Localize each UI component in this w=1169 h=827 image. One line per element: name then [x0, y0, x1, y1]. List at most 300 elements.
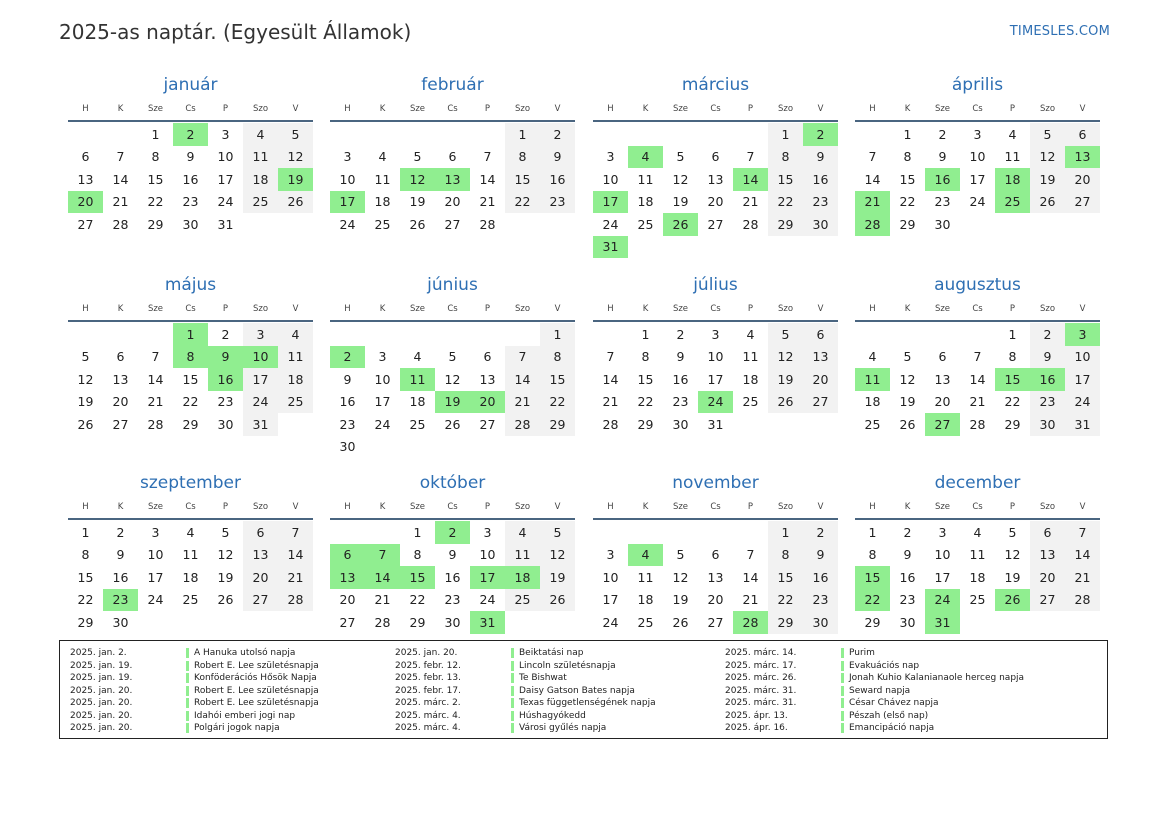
day-cell[interactable]: 19: [1030, 168, 1065, 191]
day-cell[interactable]: 11: [505, 544, 540, 567]
holiday-day-cell[interactable]: 16: [925, 168, 960, 191]
day-cell[interactable]: 25: [864, 416, 881, 432]
day-cell[interactable]: 29: [147, 216, 164, 232]
holiday-day-cell[interactable]: 6: [330, 544, 365, 567]
day-cell[interactable]: 16: [899, 569, 916, 585]
holiday-day-cell[interactable]: 23: [103, 589, 138, 612]
day-cell[interactable]: 7: [278, 521, 313, 544]
day-cell[interactable]: 26: [899, 416, 916, 432]
holiday-day-cell[interactable]: 10: [243, 346, 278, 369]
day-cell[interactable]: 11: [182, 547, 199, 563]
day-cell[interactable]: 31: [243, 413, 278, 436]
day-cell[interactable]: 27: [707, 614, 724, 630]
holiday-day-cell[interactable]: 16: [208, 368, 243, 391]
day-cell[interactable]: 12: [278, 146, 313, 169]
holiday-day-cell[interactable]: 3: [1065, 323, 1100, 346]
day-cell[interactable]: 30: [1030, 413, 1065, 436]
day-cell[interactable]: 29: [540, 413, 575, 436]
day-cell[interactable]: 5: [903, 349, 912, 365]
day-cell[interactable]: 26: [278, 191, 313, 214]
day-cell[interactable]: 6: [483, 349, 492, 365]
day-cell[interactable]: 10: [1065, 346, 1100, 369]
day-cell[interactable]: 23: [1030, 391, 1065, 414]
day-cell[interactable]: 31: [217, 216, 234, 232]
holiday-day-cell[interactable]: 17: [470, 566, 505, 589]
day-cell[interactable]: 23: [444, 592, 461, 608]
day-cell[interactable]: 12: [1004, 547, 1021, 563]
day-cell[interactable]: 15: [768, 168, 803, 191]
day-cell[interactable]: 2: [803, 521, 838, 544]
day-cell[interactable]: 27: [803, 391, 838, 414]
day-cell[interactable]: 16: [672, 371, 689, 387]
holiday-day-cell[interactable]: 24: [698, 391, 733, 414]
day-cell[interactable]: 27: [479, 416, 496, 432]
day-cell[interactable]: 22: [147, 194, 164, 210]
day-cell[interactable]: 3: [483, 524, 492, 540]
day-cell[interactable]: 15: [899, 171, 916, 187]
day-cell[interactable]: 30: [339, 439, 356, 455]
day-cell[interactable]: 21: [742, 194, 759, 210]
day-cell[interactable]: 13: [243, 544, 278, 567]
day-cell[interactable]: 6: [81, 149, 90, 165]
holiday-day-cell[interactable]: 24: [925, 589, 960, 612]
day-cell[interactable]: 14: [969, 371, 986, 387]
day-cell[interactable]: 30: [672, 416, 689, 432]
day-cell[interactable]: 21: [278, 566, 313, 589]
day-cell[interactable]: 5: [676, 547, 685, 563]
day-cell[interactable]: 15: [77, 569, 94, 585]
holiday-day-cell[interactable]: 2: [803, 123, 838, 146]
day-cell[interactable]: 26: [217, 592, 234, 608]
day-cell[interactable]: 22: [1004, 394, 1021, 410]
day-cell[interactable]: 26: [540, 589, 575, 612]
holiday-day-cell[interactable]: 1: [173, 323, 208, 346]
day-cell[interactable]: 7: [483, 149, 492, 165]
day-cell[interactable]: 10: [374, 371, 391, 387]
day-cell[interactable]: 30: [182, 216, 199, 232]
day-cell[interactable]: 16: [182, 171, 199, 187]
day-cell[interactable]: 9: [1030, 346, 1065, 369]
day-cell[interactable]: 30: [444, 614, 461, 630]
day-cell[interactable]: 5: [278, 123, 313, 146]
day-cell[interactable]: 26: [409, 216, 426, 232]
day-cell[interactable]: 8: [413, 547, 422, 563]
site-logo[interactable]: TIMESLES.COM: [1009, 24, 1110, 39]
day-cell[interactable]: 2: [903, 524, 912, 540]
day-cell[interactable]: 19: [409, 194, 426, 210]
day-cell[interactable]: 1: [868, 524, 877, 540]
day-cell[interactable]: 3: [973, 126, 982, 142]
day-cell[interactable]: 18: [278, 368, 313, 391]
day-cell[interactable]: 7: [116, 149, 125, 165]
day-cell[interactable]: 16: [339, 394, 356, 410]
day-cell[interactable]: 3: [378, 349, 387, 365]
holiday-day-cell[interactable]: 13: [1065, 146, 1100, 169]
day-cell[interactable]: 7: [746, 547, 755, 563]
day-cell[interactable]: 26: [768, 391, 803, 414]
day-cell[interactable]: 16: [444, 569, 461, 585]
day-cell[interactable]: 28: [374, 614, 391, 630]
holiday-day-cell[interactable]: 4: [628, 146, 663, 169]
day-cell[interactable]: 11: [637, 171, 654, 187]
day-cell[interactable]: 1: [903, 126, 912, 142]
day-cell[interactable]: 2: [221, 326, 230, 342]
day-cell[interactable]: 29: [768, 611, 803, 634]
day-cell[interactable]: 19: [77, 394, 94, 410]
day-cell[interactable]: 4: [505, 521, 540, 544]
day-cell[interactable]: 21: [1065, 566, 1100, 589]
day-cell[interactable]: 11: [1004, 149, 1021, 165]
holiday-day-cell[interactable]: 12: [400, 168, 435, 191]
day-cell[interactable]: 1: [413, 524, 422, 540]
day-cell[interactable]: 22: [768, 191, 803, 214]
day-cell[interactable]: 25: [182, 592, 199, 608]
holiday-day-cell[interactable]: 17: [330, 191, 365, 214]
day-cell[interactable]: 14: [742, 569, 759, 585]
day-cell[interactable]: 1: [641, 326, 650, 342]
holiday-day-cell[interactable]: 18: [995, 168, 1030, 191]
day-cell[interactable]: 10: [602, 171, 619, 187]
day-cell[interactable]: 19: [540, 566, 575, 589]
day-cell[interactable]: 7: [606, 349, 615, 365]
day-cell[interactable]: 25: [505, 589, 540, 612]
day-cell[interactable]: 26: [444, 416, 461, 432]
day-cell[interactable]: 11: [374, 171, 391, 187]
holiday-day-cell[interactable]: 15: [855, 566, 890, 589]
day-cell[interactable]: 9: [938, 149, 947, 165]
day-cell[interactable]: 27: [339, 614, 356, 630]
holiday-day-cell[interactable]: 21: [855, 191, 890, 214]
holiday-day-cell[interactable]: 22: [855, 589, 890, 612]
day-cell[interactable]: 20: [1065, 168, 1100, 191]
holiday-day-cell[interactable]: 2: [173, 123, 208, 146]
day-cell[interactable]: 7: [868, 149, 877, 165]
day-cell[interactable]: 27: [1030, 589, 1065, 612]
day-cell[interactable]: 15: [768, 566, 803, 589]
day-cell[interactable]: 20: [707, 194, 724, 210]
day-cell[interactable]: 22: [77, 592, 94, 608]
day-cell[interactable]: 28: [147, 416, 164, 432]
holiday-day-cell[interactable]: 17: [593, 191, 628, 214]
day-cell[interactable]: 21: [505, 391, 540, 414]
day-cell[interactable]: 3: [221, 126, 230, 142]
day-cell[interactable]: 9: [676, 349, 685, 365]
day-cell[interactable]: 6: [1030, 521, 1065, 544]
day-cell[interactable]: 24: [147, 592, 164, 608]
day-cell[interactable]: 2: [116, 524, 125, 540]
day-cell[interactable]: 5: [676, 149, 685, 165]
day-cell[interactable]: 15: [505, 168, 540, 191]
day-cell[interactable]: 24: [1065, 391, 1100, 414]
holiday-day-cell[interactable]: 13: [330, 566, 365, 589]
holiday-day-cell[interactable]: 26: [995, 589, 1030, 612]
day-cell[interactable]: 29: [768, 213, 803, 236]
holiday-day-cell[interactable]: 8: [173, 346, 208, 369]
day-cell[interactable]: 5: [221, 524, 230, 540]
day-cell[interactable]: 17: [374, 394, 391, 410]
day-cell[interactable]: 6: [711, 149, 720, 165]
day-cell[interactable]: 16: [803, 566, 838, 589]
day-cell[interactable]: 15: [147, 171, 164, 187]
day-cell[interactable]: 13: [1030, 544, 1065, 567]
day-cell[interactable]: 3: [151, 524, 160, 540]
day-cell[interactable]: 21: [147, 394, 164, 410]
day-cell[interactable]: 4: [868, 349, 877, 365]
day-cell[interactable]: 12: [768, 346, 803, 369]
day-cell[interactable]: 19: [1004, 569, 1021, 585]
day-cell[interactable]: 11: [969, 547, 986, 563]
day-cell[interactable]: 18: [969, 569, 986, 585]
holiday-day-cell[interactable]: 20: [470, 391, 505, 414]
day-cell[interactable]: 12: [1030, 146, 1065, 169]
day-cell[interactable]: 8: [768, 146, 803, 169]
day-cell[interactable]: 16: [803, 168, 838, 191]
day-cell[interactable]: 25: [742, 394, 759, 410]
day-cell[interactable]: 21: [969, 394, 986, 410]
day-cell[interactable]: 7: [746, 149, 755, 165]
day-cell[interactable]: 12: [217, 547, 234, 563]
holiday-day-cell[interactable]: 14: [365, 566, 400, 589]
day-cell[interactable]: 11: [742, 349, 759, 365]
day-cell[interactable]: 31: [1065, 413, 1100, 436]
day-cell[interactable]: 18: [409, 394, 426, 410]
day-cell[interactable]: 22: [768, 589, 803, 612]
day-cell[interactable]: 25: [969, 592, 986, 608]
day-cell[interactable]: 6: [243, 521, 278, 544]
day-cell[interactable]: 26: [672, 614, 689, 630]
day-cell[interactable]: 19: [672, 592, 689, 608]
day-cell[interactable]: 21: [602, 394, 619, 410]
holiday-day-cell[interactable]: 19: [278, 168, 313, 191]
day-cell[interactable]: 29: [77, 614, 94, 630]
day-cell[interactable]: 21: [479, 194, 496, 210]
holiday-day-cell[interactable]: 25: [995, 191, 1030, 214]
day-cell[interactable]: 8: [868, 547, 877, 563]
day-cell[interactable]: 4: [186, 524, 195, 540]
day-cell[interactable]: 14: [505, 368, 540, 391]
day-cell[interactable]: 18: [637, 194, 654, 210]
day-cell[interactable]: 29: [182, 416, 199, 432]
day-cell[interactable]: 10: [217, 149, 234, 165]
day-cell[interactable]: 30: [217, 416, 234, 432]
day-cell[interactable]: 21: [112, 194, 129, 210]
day-cell[interactable]: 11: [278, 346, 313, 369]
day-cell[interactable]: 25: [278, 391, 313, 414]
day-cell[interactable]: 22: [899, 194, 916, 210]
day-cell[interactable]: 20: [112, 394, 129, 410]
day-cell[interactable]: 24: [243, 391, 278, 414]
day-cell[interactable]: 9: [803, 146, 838, 169]
day-cell[interactable]: 3: [938, 524, 947, 540]
holiday-day-cell[interactable]: 2: [435, 521, 470, 544]
day-cell[interactable]: 4: [1008, 126, 1017, 142]
day-cell[interactable]: 14: [1065, 544, 1100, 567]
day-cell[interactable]: 5: [540, 521, 575, 544]
day-cell[interactable]: 28: [969, 416, 986, 432]
day-cell[interactable]: 27: [243, 589, 278, 612]
day-cell[interactable]: 1: [1008, 326, 1017, 342]
day-cell[interactable]: 18: [864, 394, 881, 410]
day-cell[interactable]: 28: [479, 216, 496, 232]
day-cell[interactable]: 23: [803, 191, 838, 214]
day-cell[interactable]: 13: [479, 371, 496, 387]
day-cell[interactable]: 30: [112, 614, 129, 630]
day-cell[interactable]: 9: [116, 547, 125, 563]
day-cell[interactable]: 4: [378, 149, 387, 165]
holiday-day-cell[interactable]: 11: [855, 368, 890, 391]
day-cell[interactable]: 13: [707, 569, 724, 585]
day-cell[interactable]: 15: [182, 371, 199, 387]
day-cell[interactable]: 5: [1030, 123, 1065, 146]
day-cell[interactable]: 1: [151, 126, 160, 142]
day-cell[interactable]: 4: [278, 323, 313, 346]
day-cell[interactable]: 3: [606, 547, 615, 563]
day-cell[interactable]: 6: [711, 547, 720, 563]
day-cell[interactable]: 6: [448, 149, 457, 165]
day-cell[interactable]: 15: [540, 368, 575, 391]
day-cell[interactable]: 23: [899, 592, 916, 608]
day-cell[interactable]: 18: [374, 194, 391, 210]
day-cell[interactable]: 22: [182, 394, 199, 410]
day-cell[interactable]: 10: [707, 349, 724, 365]
day-cell[interactable]: 9: [448, 547, 457, 563]
day-cell[interactable]: 23: [540, 191, 575, 214]
day-cell[interactable]: 1: [768, 123, 803, 146]
day-cell[interactable]: 12: [77, 371, 94, 387]
holiday-day-cell[interactable]: 31: [470, 611, 505, 634]
day-cell[interactable]: 13: [77, 171, 94, 187]
day-cell[interactable]: 3: [711, 326, 720, 342]
day-cell[interactable]: 10: [602, 569, 619, 585]
day-cell[interactable]: 17: [243, 368, 278, 391]
day-cell[interactable]: 20: [1030, 566, 1065, 589]
day-cell[interactable]: 17: [1065, 368, 1100, 391]
day-cell[interactable]: 26: [77, 416, 94, 432]
day-cell[interactable]: 4: [243, 123, 278, 146]
day-cell[interactable]: 25: [243, 191, 278, 214]
day-cell[interactable]: 8: [151, 149, 160, 165]
day-cell[interactable]: 10: [147, 547, 164, 563]
day-cell[interactable]: 28: [278, 589, 313, 612]
day-cell[interactable]: 6: [803, 323, 838, 346]
day-cell[interactable]: 24: [602, 614, 619, 630]
day-cell[interactable]: 6: [938, 349, 947, 365]
day-cell[interactable]: 27: [77, 216, 94, 232]
day-cell[interactable]: 23: [182, 194, 199, 210]
day-cell[interactable]: 7: [1065, 521, 1100, 544]
day-cell[interactable]: 4: [973, 524, 982, 540]
day-cell[interactable]: 13: [934, 371, 951, 387]
day-cell[interactable]: 6: [116, 349, 125, 365]
day-cell[interactable]: 1: [768, 521, 803, 544]
day-cell[interactable]: 20: [444, 194, 461, 210]
day-cell[interactable]: 30: [803, 213, 838, 236]
day-cell[interactable]: 8: [641, 349, 650, 365]
day-cell[interactable]: 20: [803, 368, 838, 391]
day-cell[interactable]: 29: [637, 416, 654, 432]
day-cell[interactable]: 3: [606, 149, 615, 165]
day-cell[interactable]: 27: [1065, 191, 1100, 214]
day-cell[interactable]: 24: [339, 216, 356, 232]
day-cell[interactable]: 10: [934, 547, 951, 563]
day-cell[interactable]: 11: [243, 146, 278, 169]
day-cell[interactable]: 29: [899, 216, 916, 232]
day-cell[interactable]: 10: [969, 149, 986, 165]
day-cell[interactable]: 26: [1030, 191, 1065, 214]
day-cell[interactable]: 17: [147, 569, 164, 585]
day-cell[interactable]: 17: [707, 371, 724, 387]
day-cell[interactable]: 25: [374, 216, 391, 232]
day-cell[interactable]: 22: [540, 391, 575, 414]
day-cell[interactable]: 10: [339, 171, 356, 187]
day-cell[interactable]: 30: [899, 614, 916, 630]
holiday-day-cell[interactable]: 18: [505, 566, 540, 589]
holiday-day-cell[interactable]: 16: [1030, 368, 1065, 391]
day-cell[interactable]: 22: [409, 592, 426, 608]
day-cell[interactable]: 28: [112, 216, 129, 232]
day-cell[interactable]: 4: [746, 326, 755, 342]
day-cell[interactable]: 2: [540, 123, 575, 146]
holiday-day-cell[interactable]: 28: [855, 213, 890, 236]
day-cell[interactable]: 7: [151, 349, 160, 365]
day-cell[interactable]: 12: [899, 371, 916, 387]
day-cell[interactable]: 24: [479, 592, 496, 608]
day-cell[interactable]: 23: [217, 394, 234, 410]
day-cell[interactable]: 9: [343, 371, 352, 387]
day-cell[interactable]: 30: [803, 611, 838, 634]
day-cell[interactable]: 21: [374, 592, 391, 608]
day-cell[interactable]: 16: [540, 168, 575, 191]
holiday-day-cell[interactable]: 11: [400, 368, 435, 391]
day-cell[interactable]: 27: [707, 216, 724, 232]
holiday-day-cell[interactable]: 15: [400, 566, 435, 589]
day-cell[interactable]: 19: [899, 394, 916, 410]
day-cell[interactable]: 5: [413, 149, 422, 165]
day-cell[interactable]: 19: [217, 569, 234, 585]
day-cell[interactable]: 7: [505, 346, 540, 369]
holiday-day-cell[interactable]: 20: [68, 191, 103, 214]
day-cell[interactable]: 18: [742, 371, 759, 387]
holiday-day-cell[interactable]: 2: [330, 346, 365, 369]
day-cell[interactable]: 16: [112, 569, 129, 585]
day-cell[interactable]: 18: [243, 168, 278, 191]
day-cell[interactable]: 17: [602, 592, 619, 608]
day-cell[interactable]: 20: [339, 592, 356, 608]
day-cell[interactable]: 8: [505, 146, 540, 169]
day-cell[interactable]: 29: [864, 614, 881, 630]
holiday-day-cell[interactable]: 31: [925, 611, 960, 634]
day-cell[interactable]: 9: [903, 547, 912, 563]
day-cell[interactable]: 3: [243, 323, 278, 346]
day-cell[interactable]: 9: [540, 146, 575, 169]
holiday-day-cell[interactable]: 14: [733, 168, 768, 191]
day-cell[interactable]: 12: [444, 371, 461, 387]
holiday-day-cell[interactable]: 4: [628, 544, 663, 567]
day-cell[interactable]: 28: [742, 216, 759, 232]
holiday-day-cell[interactable]: 9: [208, 346, 243, 369]
day-cell[interactable]: 2: [1030, 323, 1065, 346]
day-cell[interactable]: 20: [707, 592, 724, 608]
day-cell[interactable]: 17: [217, 171, 234, 187]
day-cell[interactable]: 5: [1008, 524, 1017, 540]
day-cell[interactable]: 6: [1065, 123, 1100, 146]
day-cell[interactable]: 2: [676, 326, 685, 342]
day-cell[interactable]: 18: [637, 592, 654, 608]
day-cell[interactable]: 5: [448, 349, 457, 365]
day-cell[interactable]: 25: [637, 614, 654, 630]
holiday-day-cell[interactable]: 19: [435, 391, 470, 414]
day-cell[interactable]: 28: [505, 413, 540, 436]
